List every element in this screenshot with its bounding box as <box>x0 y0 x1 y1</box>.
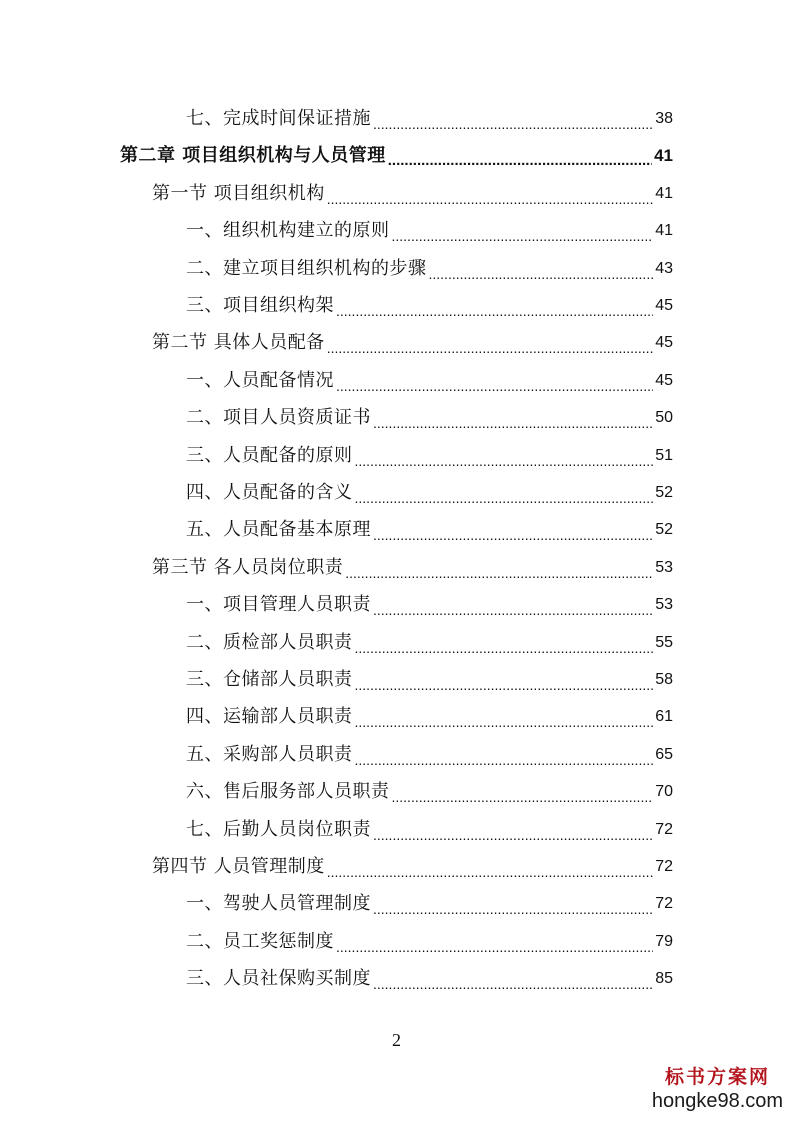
toc-leader-dots <box>388 141 652 171</box>
toc-leader-dots <box>373 590 653 620</box>
toc-entry-title: 二、员工奖惩制度 <box>186 930 334 952</box>
toc-entry-title: 二、质检部人员职责 <box>186 631 353 653</box>
toc-leader-dots <box>336 291 653 321</box>
toc-leader-dots <box>373 815 653 845</box>
toc-entry-title: 五、采购部人员职责 <box>186 743 353 765</box>
toc-entry-item[interactable] <box>186 628 673 658</box>
toc-leader-dots <box>327 852 653 882</box>
toc-entry-page: 72 <box>655 895 673 913</box>
toc-leader-dots <box>336 927 653 957</box>
toc-entry-page: 79 <box>655 932 673 950</box>
toc-entry-title: 四、人员配备的含义 <box>186 482 353 503</box>
toc-entry-item[interactable] <box>186 665 673 695</box>
toc-leader-dots <box>355 740 654 770</box>
toc-entry-page: 85 <box>655 970 673 988</box>
toc-entry-page: 50 <box>655 409 673 427</box>
toc-leader-dots <box>355 628 654 658</box>
toc-leader-dots <box>392 777 654 807</box>
toc-entry-item[interactable] <box>186 366 673 396</box>
toc-entry-title: 七、后勤人员岗位职责 <box>186 818 371 840</box>
toc-entry-page: 52 <box>655 521 673 539</box>
toc-entry-title: 七、完成时间保证措施 <box>186 108 371 129</box>
toc-leader-dots <box>336 366 653 396</box>
toc-entry-section[interactable] <box>152 328 673 358</box>
toc-entry-title: 三、项目组织构架 <box>186 295 334 316</box>
toc-entry-section[interactable] <box>152 553 673 583</box>
toc-leader-dots <box>345 553 653 583</box>
toc-entry-page: 41 <box>655 222 673 240</box>
toc-leader-dots <box>327 179 653 209</box>
toc-entry-title: 三、仓储部人员职责 <box>186 669 353 690</box>
toc-entry-title: 一、驾驶人员管理制度 <box>186 893 371 915</box>
toc-entry-item[interactable] <box>186 403 673 433</box>
toc-leader-dots <box>373 515 653 545</box>
toc-entry-item[interactable] <box>186 216 673 246</box>
toc-entry-page: 58 <box>655 671 673 688</box>
toc-entry-page: 45 <box>655 371 673 389</box>
toc-entry-page: 72 <box>655 858 673 875</box>
toc-entry-title: 四、运输部人员职责 <box>186 706 353 728</box>
toc-leader-dots <box>373 104 653 134</box>
toc-entry-title: 第二节 具体人员配备 <box>152 332 325 354</box>
toc-leader-dots <box>392 216 654 246</box>
toc-entry-title: 第二章 项目组织机构与人员管理 <box>120 145 386 167</box>
toc-entry-item[interactable] <box>186 815 673 845</box>
toc-entry-page: 53 <box>655 596 673 614</box>
toc-entry-title: 六、售后服务部人员职责 <box>186 781 390 803</box>
toc-entry-title: 一、项目管理人员职责 <box>186 594 371 616</box>
toc-entry-item[interactable] <box>186 889 673 919</box>
toc-entry-title: 第三节 各人员岗位职责 <box>152 556 344 578</box>
toc-leader-dots <box>355 478 654 508</box>
toc-entry-page: 61 <box>655 708 673 726</box>
toc-entry-item[interactable] <box>186 478 673 508</box>
toc-entry-page: 45 <box>655 297 673 314</box>
toc-entry-title: 三、人员社保购买制度 <box>186 968 371 990</box>
toc-entry-item[interactable] <box>186 104 673 134</box>
toc-entry-item[interactable] <box>186 777 673 807</box>
toc-entry-page: 55 <box>655 633 673 651</box>
toc-entry-page: 41 <box>654 146 673 166</box>
toc-entry-page: 72 <box>655 820 673 838</box>
watermark-logo <box>645 1065 790 1113</box>
toc-entry-page: 51 <box>655 446 673 464</box>
watermark-site-name: 标书方案网 <box>664 1066 770 1088</box>
toc-entry-item[interactable] <box>186 590 673 620</box>
toc-entry-title: 第四节 人员管理制度 <box>152 856 325 877</box>
toc-leader-dots <box>355 441 654 471</box>
toc-entry-title: 三、人员配备的原则 <box>186 444 353 466</box>
toc-entry-item[interactable] <box>186 515 673 545</box>
toc-entry-title: 二、项目人员资质证书 <box>186 407 371 429</box>
toc-entry-item[interactable] <box>186 254 673 284</box>
toc-leader-dots <box>429 254 654 284</box>
page-number: 2 <box>392 1030 401 1050</box>
toc-entry-title: 第一节 项目组织机构 <box>152 182 325 204</box>
toc-entry-page: 43 <box>655 259 673 277</box>
toc-entry-title: 一、人员配备情况 <box>186 369 334 391</box>
toc-entry-item[interactable] <box>186 740 673 770</box>
toc-entry-title: 二、建立项目组织机构的步骤 <box>186 257 427 279</box>
toc-entry-item[interactable] <box>186 927 673 957</box>
watermark-url: hongke98.com <box>651 1090 784 1112</box>
toc-leader-dots <box>373 889 653 919</box>
toc-leader-dots <box>355 665 654 695</box>
toc-entry-chapter[interactable] <box>120 141 673 171</box>
toc-entry-page: 70 <box>655 783 673 801</box>
toc-entry-title: 五、人员配备基本原理 <box>186 519 371 541</box>
toc-entry-item[interactable] <box>186 291 673 321</box>
toc-entry-section[interactable] <box>152 179 673 209</box>
toc-leader-dots <box>327 328 653 358</box>
toc-entry-page: 52 <box>655 484 673 501</box>
toc-leader-dots <box>373 964 653 994</box>
toc-entry-page: 65 <box>655 745 673 763</box>
toc-entry-page: 53 <box>655 558 673 576</box>
toc-leader-dots <box>373 403 653 433</box>
toc-entry-page: 38 <box>655 110 673 127</box>
toc-entry-page: 41 <box>655 184 673 202</box>
toc-entry-section[interactable] <box>152 852 673 882</box>
toc-entry-item[interactable] <box>186 441 673 471</box>
toc-entry-item[interactable] <box>186 702 673 732</box>
toc-entry-page: 45 <box>655 334 673 352</box>
toc-leader-dots <box>355 702 654 732</box>
toc-entry-item[interactable] <box>186 964 673 994</box>
toc-entry-title: 一、组织机构建立的原则 <box>186 220 390 242</box>
